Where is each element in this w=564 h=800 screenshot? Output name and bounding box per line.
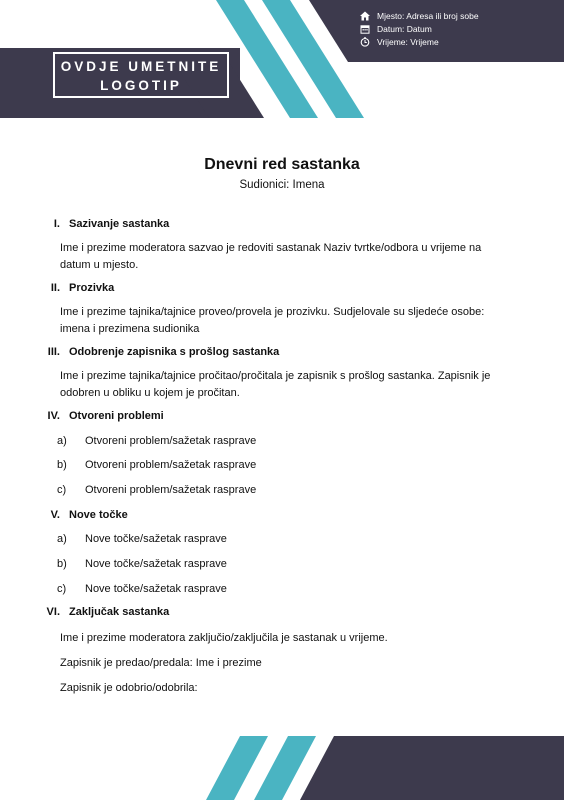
section-number: III.: [47, 346, 60, 358]
section-number: IV.: [47, 410, 60, 422]
item-text: Nove točke/sažetak rasprave: [85, 533, 227, 545]
section-title: Zaključak sastanka: [69, 606, 170, 618]
item-letter: b): [57, 459, 67, 471]
section-title: Sazivanje sastanka: [69, 218, 170, 230]
paragraph-line: imena i prezimena sudionika: [60, 323, 200, 335]
section-paragraph: [60, 368, 520, 402]
item-letter: b): [57, 558, 67, 570]
section-title: Otvoreni problemi: [69, 410, 164, 422]
section-number: II.: [50, 282, 60, 294]
section-paragraph: [60, 240, 520, 274]
section-heading: [30, 606, 169, 618]
section-paragraph: Ime i prezime moderatora zaključio/zaključila je sastanak u vrijeme.: [60, 632, 388, 644]
section-heading: [30, 346, 279, 358]
logo-line-1: OVDJE UMETNITE: [60, 59, 222, 74]
logo-line-2: LOGOTIP: [100, 78, 182, 93]
meeting-date-text: Datum: Datum: [377, 24, 432, 34]
clock-icon: [360, 37, 370, 47]
section-title: Nove točke: [69, 509, 128, 521]
attendees-line: Sudionici: Imena: [239, 179, 325, 191]
meeting-time: [360, 37, 439, 47]
document-title: Dnevni red sastanka: [204, 156, 360, 173]
item-letter: c): [57, 484, 67, 496]
item-text: Nove točke/sažetak rasprave: [85, 583, 227, 595]
paragraph-line: Ime i prezime tajnika/tajnice pročitao/pročitala je zapisnik s prošlog sastanka. Zapisnik je: [60, 370, 491, 382]
item-text: Otvoreni problem/sažetak rasprave: [85, 459, 257, 471]
section-paragraph: [60, 304, 520, 338]
meeting-date: [360, 24, 432, 34]
section-heading: [30, 509, 128, 521]
section-number: V.: [50, 509, 60, 521]
meeting-time-text: Vrijeme: Vrijeme: [377, 37, 439, 47]
footer-decoration: [0, 736, 564, 800]
paragraph-line: datum u mjesto.: [60, 259, 139, 271]
item-text: Otvoreni problem/sažetak rasprave: [85, 435, 257, 447]
item-letter: c): [57, 583, 67, 595]
section-title: Prozivka: [69, 282, 115, 294]
item-letter: a): [57, 533, 67, 545]
section-number: VI.: [46, 606, 60, 618]
item-letter: a): [57, 435, 67, 447]
section-heading: [30, 282, 114, 294]
home-icon: [360, 11, 370, 21]
section-paragraph: Zapisnik je predao/predala: Ime i prezime: [60, 657, 262, 669]
section-title: Odobrenje zapisnika s prošlog sastanka: [69, 346, 280, 358]
section-paragraph: Zapisnik je odobrio/odobrila:: [60, 682, 198, 694]
section-heading: [30, 410, 164, 422]
item-text: Otvoreni problem/sažetak rasprave: [85, 484, 257, 496]
item-text: Nove točke/sažetak rasprave: [85, 558, 227, 570]
section-heading: [30, 218, 169, 230]
logo-placeholder: [53, 52, 229, 98]
paragraph-line: Ime i prezime tajnika/tajnice proveo/provela je prozivku. Sudjelovale su sljedeće osobe:: [60, 306, 485, 318]
paragraph-line: odobren u obliku u kojem je pročitan.: [60, 387, 240, 399]
calendar-icon: [360, 24, 370, 34]
paragraph-line: Ime i prezime moderatora sazvao je redoviti sastanak Naziv tvrtke/odbora u vrijeme na: [60, 242, 482, 254]
meeting-place-text: Mjesto: Adresa ili broj sobe: [377, 11, 479, 21]
section-number: I.: [53, 218, 60, 230]
meeting-place: [360, 11, 479, 21]
